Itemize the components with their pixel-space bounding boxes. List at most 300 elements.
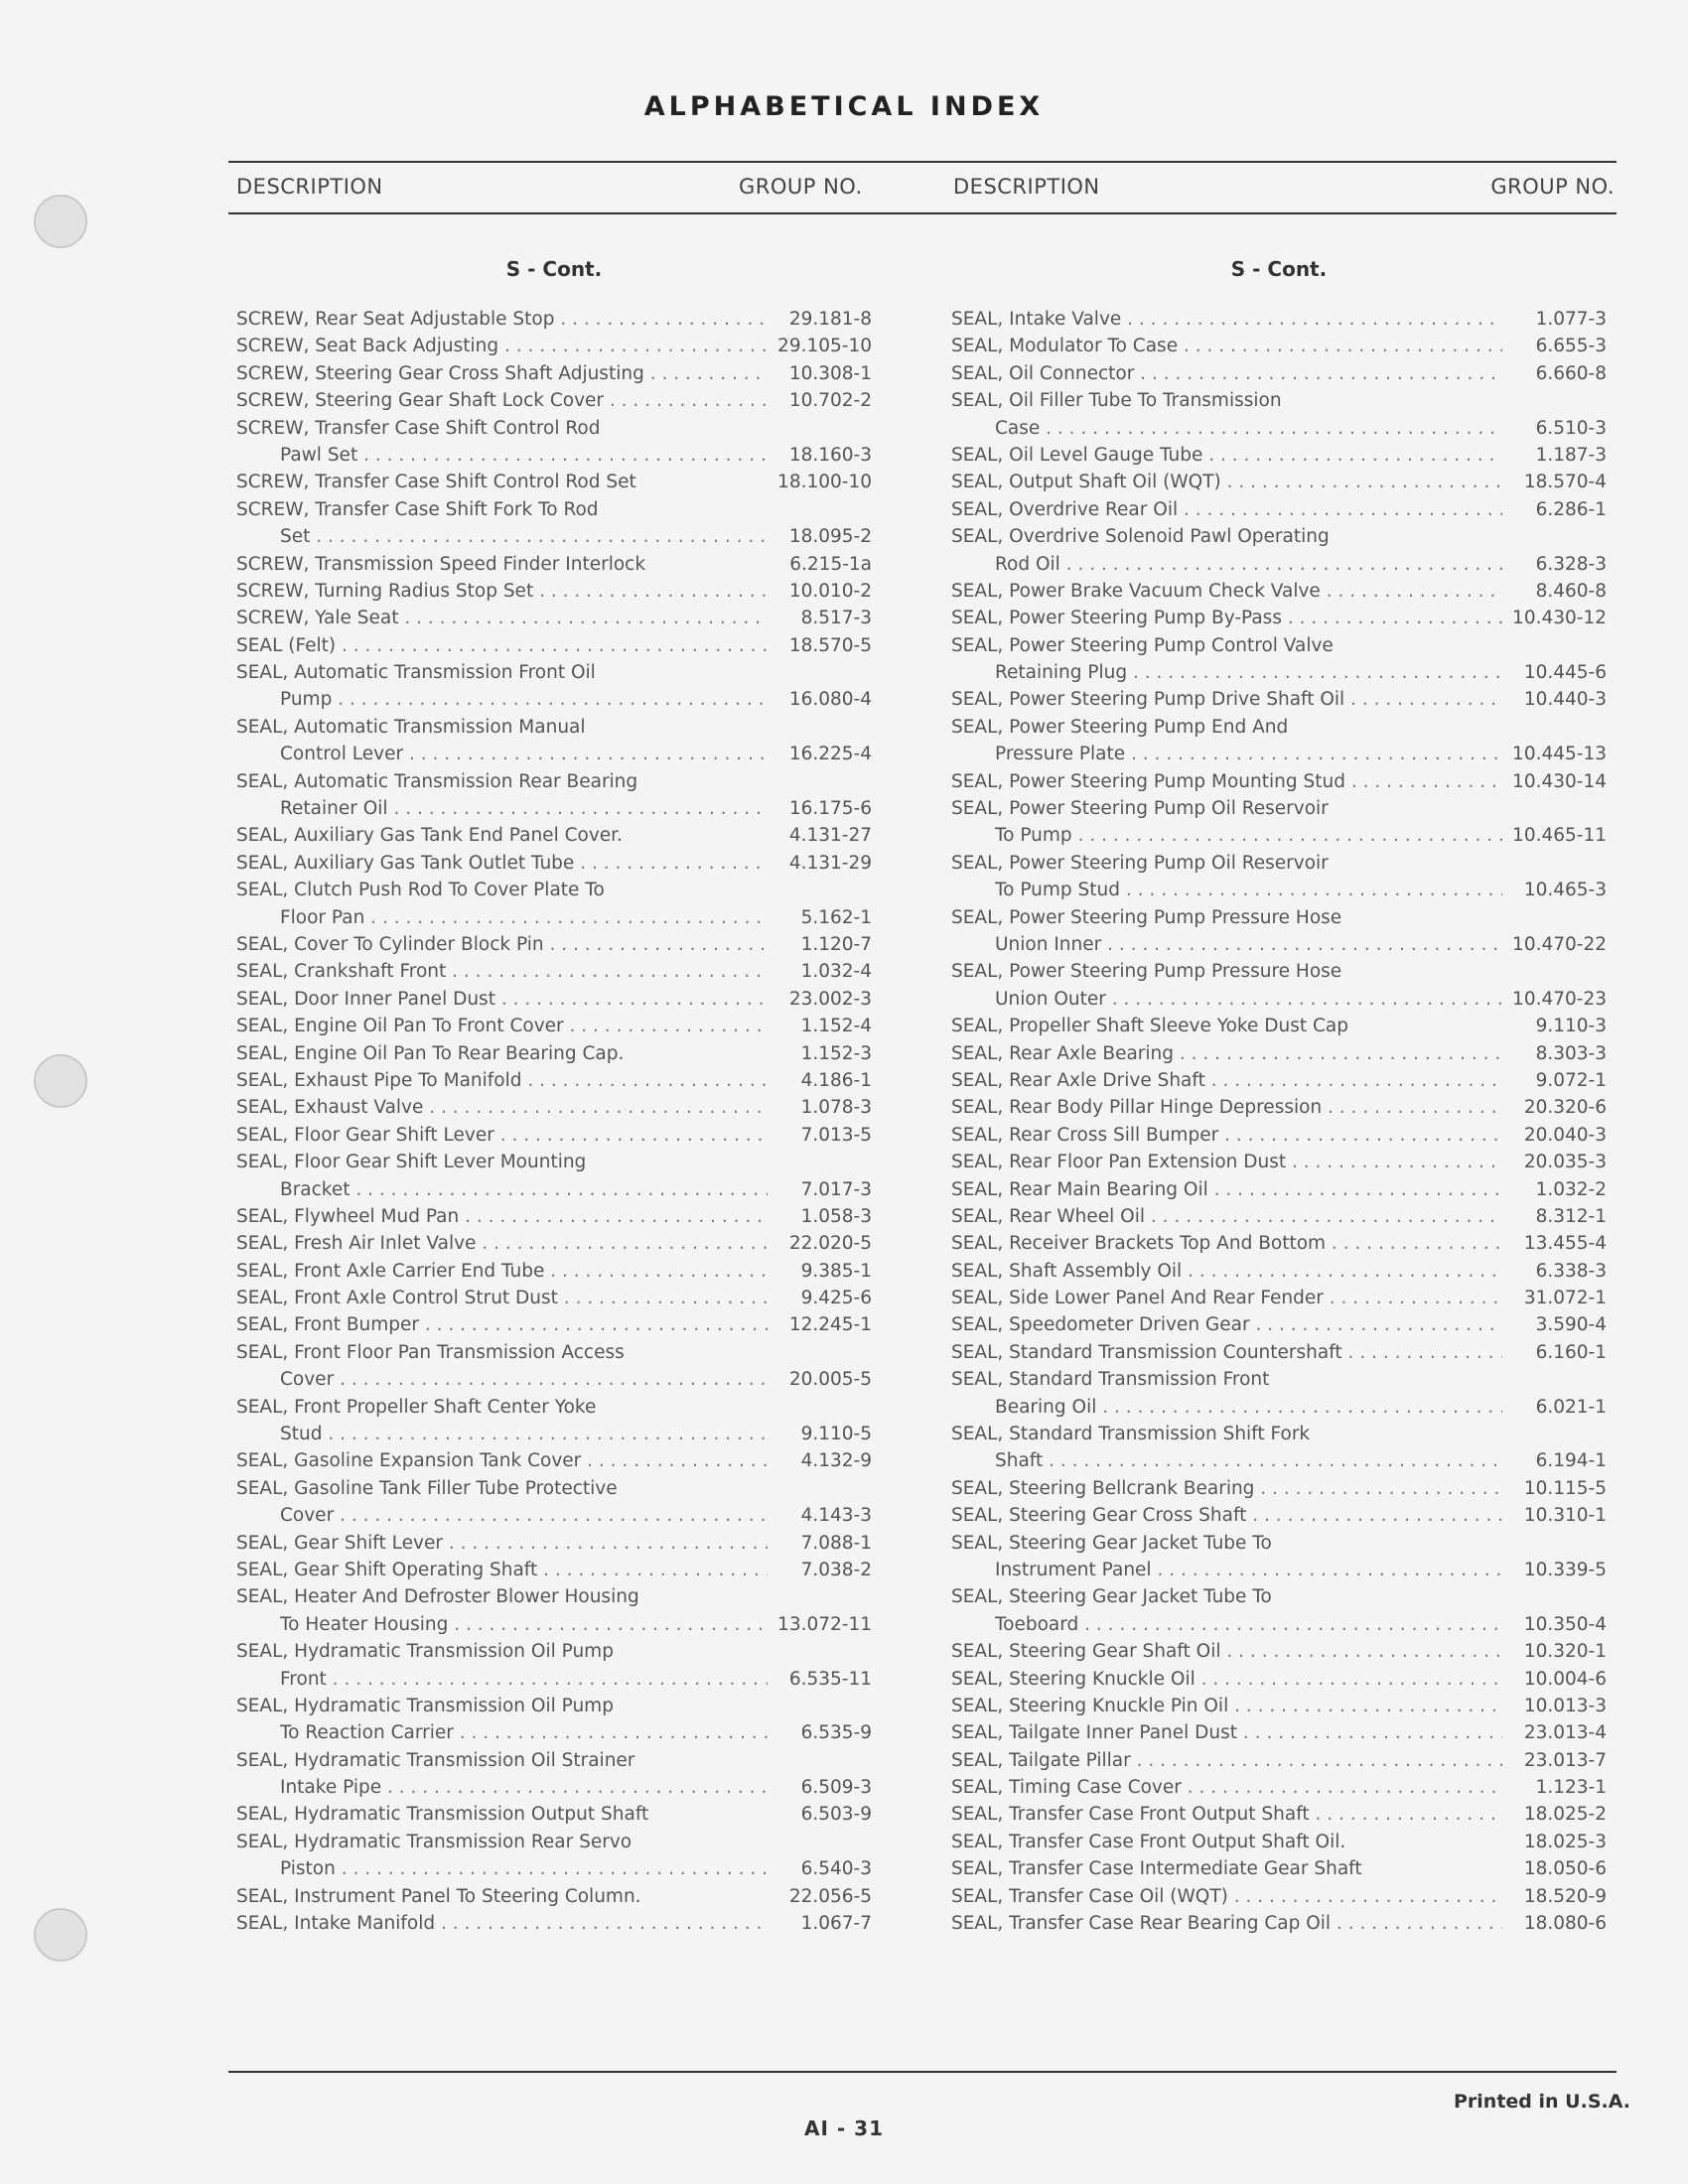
index-entry — [236, 1530, 872, 1557]
entry-description: SEAL, Timing Case Cover . . . — [951, 1774, 1502, 1801]
entry-description: SEAL, Front Axle Carrier End Tube . . . — [236, 1258, 768, 1285]
index-entry — [951, 1666, 1607, 1693]
entry-description: SEAL, Intake Manifold . . . — [236, 1910, 768, 1937]
entry-description: SEAL, Automatic Transmission Front Oil — [236, 662, 596, 684]
index-entry — [951, 1774, 1607, 1801]
index-entry — [951, 1230, 1607, 1257]
entry-group-number: 10.339-5 — [1523, 1559, 1607, 1580]
entry-description: SEAL, Standard Transmission Front — [951, 1369, 1270, 1391]
index-entry — [951, 822, 1607, 849]
entry-description: SEAL, Gear Shift Operating Shaft . . . — [236, 1557, 768, 1583]
index-entry — [951, 1094, 1607, 1121]
index-entry — [236, 741, 872, 767]
header-rule-top — [228, 161, 1617, 163]
index-entry — [236, 1583, 872, 1610]
entry-group-number: 10.430-12 — [1512, 608, 1607, 629]
footer-rule — [228, 2071, 1617, 2073]
entry-group-number: 10.445-6 — [1523, 662, 1607, 684]
index-entry — [951, 306, 1607, 333]
entry-description: SCREW, Yale Seat . . . — [236, 605, 768, 631]
right-index-column — [951, 252, 1607, 1937]
index-entry — [236, 1067, 872, 1094]
entry-description: SEAL, Exhaust Pipe To Manifold . . . — [236, 1067, 768, 1094]
index-entry — [951, 360, 1607, 387]
entry-description: SEAL, Oil Connector . . . — [951, 360, 1502, 387]
entry-group-number: 29.105-10 — [777, 336, 872, 357]
index-entry — [236, 1883, 872, 1910]
index-entry — [951, 904, 1607, 931]
index-entry — [951, 1747, 1607, 1774]
entry-group-number: 3.590-4 — [1535, 1314, 1607, 1336]
entry-description: Instrument Panel . . . — [995, 1557, 1502, 1583]
index-entry — [951, 1285, 1607, 1311]
entry-group-number: 6.503-9 — [800, 1804, 872, 1826]
entry-group-number: 12.245-1 — [788, 1314, 872, 1336]
index-entry — [951, 1366, 1607, 1393]
index-entry — [951, 1557, 1607, 1583]
index-entry — [951, 877, 1607, 903]
index-entry — [951, 1149, 1607, 1175]
index-entry — [236, 904, 872, 931]
entry-description: Case . . . — [995, 415, 1502, 442]
entry-description: SEAL, Intake Valve . . . — [951, 306, 1502, 333]
index-entry — [951, 1855, 1607, 1882]
index-entry — [951, 1203, 1607, 1230]
entry-description: SCREW, Transfer Case Shift Control Rod Set — [236, 472, 636, 493]
entry-description: SEAL, Standard Transmission Shift Fork — [951, 1424, 1311, 1445]
entry-group-number: 4.131-27 — [788, 825, 872, 847]
index-entry — [951, 1122, 1607, 1149]
entry-description: SEAL, Door Inner Panel Dust . . . — [236, 986, 768, 1013]
entry-description: SEAL, Speedometer Driven Gear . . . — [951, 1311, 1502, 1338]
index-entry — [951, 333, 1607, 359]
entry-description: SEAL, Exhaust Valve . . . — [236, 1094, 768, 1121]
index-entry — [951, 1611, 1607, 1638]
entry-group-number: 6.510-3 — [1535, 417, 1607, 439]
entry-description: Bracket . . . — [280, 1176, 768, 1203]
entry-group-number: 6.021-1 — [1535, 1396, 1607, 1418]
entry-description: SEAL, Side Lower Panel And Rear Fender . . . — [951, 1285, 1502, 1311]
entry-group-number: 9.385-1 — [800, 1260, 872, 1282]
entry-description: SEAL, Transfer Case Front Output Shaft . . . — [951, 1801, 1502, 1828]
index-entry — [951, 1829, 1607, 1855]
index-entry — [236, 632, 872, 659]
entry-description: SEAL, Clutch Push Rod To Cover Plate To — [236, 880, 605, 901]
entry-group-number: 16.175-6 — [788, 798, 872, 820]
entry-description: SEAL, Rear Main Bearing Oil . . . — [951, 1176, 1502, 1203]
left-section-heading: S - Cont. — [505, 257, 603, 281]
index-entry — [951, 415, 1607, 442]
printed-in-usa: Printed in U.S.A. — [1454, 2091, 1630, 2113]
entry-description: SCREW, Steering Gear Shaft Lock Cover . . . — [236, 387, 768, 414]
entry-group-number: 1.152-3 — [800, 1042, 872, 1064]
entry-group-number: 1.077-3 — [1535, 309, 1607, 330]
entry-description: SEAL, Crankshaft Front . . . — [236, 958, 768, 985]
index-entry — [236, 1747, 872, 1774]
entry-description: SCREW, Turning Radius Stop Set . . . — [236, 578, 768, 605]
index-entry — [236, 714, 872, 741]
index-entry — [951, 1394, 1607, 1421]
entry-description: SCREW, Rear Seat Adjustable Stop . . . — [236, 306, 768, 333]
entry-group-number: 6.286-1 — [1535, 498, 1607, 520]
entry-description: SEAL, Rear Body Pillar Hinge Depression . . . — [951, 1094, 1502, 1121]
entry-group-number: 8.460-8 — [1535, 580, 1607, 602]
index-entry — [236, 1502, 872, 1529]
entry-description: SEAL, Steering Gear Jacket Tube To — [951, 1586, 1272, 1608]
entry-group-number: 6.535-11 — [788, 1668, 872, 1690]
entry-description: SEAL, Shaft Assembly Oil . . . — [951, 1258, 1502, 1285]
index-entry — [236, 1855, 872, 1882]
entry-group-number: 18.100-10 — [777, 472, 872, 493]
entry-description: SEAL, Instrument Panel To Steering Column. — [236, 1885, 641, 1907]
entry-description: SCREW, Transfer Case Shift Control Rod — [236, 417, 601, 439]
entry-group-number: 1.120-7 — [800, 933, 872, 955]
index-entry — [236, 1203, 872, 1230]
index-entry — [236, 1040, 872, 1067]
entry-description: SEAL, Power Steering Pump Control Valve — [951, 634, 1334, 656]
right-description-header: DESCRIPTION — [953, 175, 1100, 199]
entry-group-number: 6.509-3 — [800, 1777, 872, 1799]
entry-description: SEAL, Rear Wheel Oil . . . — [951, 1203, 1502, 1230]
entry-group-number: 18.570-4 — [1523, 472, 1607, 493]
entry-group-number: 7.038-2 — [800, 1559, 872, 1580]
index-entry — [951, 1040, 1607, 1067]
entry-description: SEAL (Felt) . . . — [236, 632, 768, 659]
index-entry — [236, 1366, 872, 1393]
index-entry — [951, 931, 1607, 958]
index-entry — [236, 1394, 872, 1421]
index-entry — [951, 1530, 1607, 1557]
entry-description: Cover . . . — [280, 1502, 768, 1529]
index-entry — [236, 850, 872, 877]
entry-group-number: 18.520-9 — [1523, 1885, 1607, 1907]
entry-description: Stud . . . — [280, 1421, 768, 1447]
index-entry — [236, 958, 872, 985]
index-entry — [236, 496, 872, 523]
index-entry — [951, 659, 1607, 686]
entry-description: Set . . . — [280, 523, 768, 550]
binder-hole-bottom — [34, 1908, 87, 1962]
entry-description: SEAL, Engine Oil Pan To Rear Bearing Cap. — [236, 1042, 625, 1064]
index-entry — [951, 469, 1607, 495]
entry-description: SEAL, Output Shaft Oil (WQT) . . . — [951, 469, 1502, 495]
entry-description: SCREW, Transfer Case Shift Fork To Rod — [236, 498, 599, 520]
entry-group-number: 16.225-4 — [788, 744, 872, 765]
index-entry — [236, 1666, 872, 1693]
index-entry — [236, 1149, 872, 1175]
entry-group-number: 13.072-11 — [777, 1613, 872, 1635]
entry-group-number: 1.152-4 — [800, 1016, 872, 1037]
index-entry — [236, 1258, 872, 1285]
entry-description: SEAL, Gear Shift Lever . . . — [236, 1530, 768, 1557]
entry-group-number: 20.005-5 — [788, 1369, 872, 1391]
right-section-heading: S - Cont. — [1230, 257, 1328, 281]
entry-group-number: 23.013-7 — [1523, 1749, 1607, 1771]
index-entry — [951, 1339, 1607, 1366]
index-entry — [236, 1176, 872, 1203]
index-entry — [951, 1801, 1607, 1828]
entry-description: SEAL, Steering Knuckle Pin Oil . . . — [951, 1693, 1502, 1719]
entry-group-number: 18.095-2 — [788, 526, 872, 548]
entry-group-number: 6.194-1 — [1535, 1450, 1607, 1472]
index-entry — [236, 1774, 872, 1801]
right-group-header: GROUP NO. — [1490, 175, 1615, 199]
entry-group-number: 9.110-5 — [800, 1424, 872, 1445]
entry-description: SEAL, Floor Gear Shift Lever . . . — [236, 1122, 768, 1149]
entry-group-number: 10.702-2 — [788, 390, 872, 412]
page-number: AI - 31 — [804, 2116, 884, 2140]
entry-group-number: 1.032-4 — [800, 961, 872, 983]
entry-group-number: 4.131-29 — [788, 852, 872, 874]
entry-description: Shaft . . . — [995, 1447, 1502, 1474]
entry-description: Toeboard . . . — [995, 1611, 1502, 1638]
index-entry — [236, 306, 872, 333]
index-entry — [951, 1719, 1607, 1746]
entry-description: SEAL, Power Steering Pump Drive Shaft Oil . . . — [951, 686, 1502, 713]
index-entry — [951, 768, 1607, 795]
entry-description: Union Inner . . . — [995, 931, 1502, 958]
entry-group-number: 10.440-3 — [1523, 689, 1607, 711]
entry-description: Front . . . — [280, 1666, 768, 1693]
entry-description: SEAL, Power Steering Pump By-Pass . . . — [951, 605, 1502, 631]
entry-description: SEAL, Front Axle Control Strut Dust . . . — [236, 1285, 768, 1311]
entry-group-number: 29.181-8 — [788, 309, 872, 330]
entry-group-number: 6.160-1 — [1535, 1341, 1607, 1363]
entry-description: SEAL, Power Steering Pump Oil Reservoir — [951, 798, 1329, 820]
entry-group-number: 22.056-5 — [788, 1885, 872, 1907]
entry-group-number: 18.080-6 — [1523, 1913, 1607, 1935]
entry-group-number: 31.072-1 — [1523, 1288, 1607, 1309]
entry-group-number: 6.328-3 — [1535, 553, 1607, 575]
entry-description: SEAL, Power Steering Pump Pressure Hose — [951, 961, 1342, 983]
index-entry — [951, 686, 1607, 713]
index-entry — [236, 1693, 872, 1719]
index-entry — [236, 605, 872, 631]
index-entry — [236, 822, 872, 849]
index-entry — [951, 958, 1607, 985]
index-entry — [951, 1176, 1607, 1203]
entry-group-number: 10.310-1 — [1523, 1505, 1607, 1527]
entry-description: SEAL, Oil Filler Tube To Transmission — [951, 390, 1282, 412]
index-entry — [951, 1910, 1607, 1937]
entry-group-number: 10.010-2 — [788, 580, 872, 602]
entry-group-number: 10.013-3 — [1523, 1695, 1607, 1716]
index-entry — [951, 1447, 1607, 1474]
index-entry — [951, 1693, 1607, 1719]
entry-description: SEAL, Hydramatic Transmission Output Shaft — [236, 1804, 649, 1826]
entry-description: SEAL, Transfer Case Rear Bearing Cap Oil . . . — [951, 1910, 1502, 1937]
entry-group-number: 10.470-23 — [1512, 988, 1607, 1010]
index-entry — [951, 1475, 1607, 1502]
index-entry — [951, 1583, 1607, 1610]
entry-description: SEAL, Rear Cross Sill Bumper . . . — [951, 1122, 1502, 1149]
index-entry — [236, 1557, 872, 1583]
entry-group-number: 9.110-3 — [1535, 1016, 1607, 1037]
entry-description: Retaining Plug . . . — [995, 659, 1502, 686]
binder-hole-top — [34, 195, 87, 248]
entry-description: SEAL, Steering Gear Shaft Oil . . . — [951, 1638, 1502, 1665]
entry-group-number: 18.025-2 — [1523, 1804, 1607, 1826]
entry-description: SEAL, Front Bumper . . . — [236, 1311, 768, 1338]
index-entry — [236, 931, 872, 958]
entry-group-number: 1.187-3 — [1535, 444, 1607, 466]
entry-description: Pump . . . — [280, 686, 768, 713]
entry-group-number: 4.132-9 — [800, 1450, 872, 1472]
right-index-list — [951, 306, 1607, 1937]
index-entry — [236, 659, 872, 686]
entry-group-number: 4.143-3 — [800, 1505, 872, 1527]
index-entry — [236, 986, 872, 1013]
index-entry — [951, 1013, 1607, 1039]
index-entry — [951, 1883, 1607, 1910]
entry-group-number: 22.020-5 — [788, 1233, 872, 1255]
index-entry — [951, 741, 1607, 767]
entry-group-number: 9.425-6 — [800, 1288, 872, 1309]
entry-group-number: 10.004-6 — [1523, 1668, 1607, 1690]
entry-group-number: 16.080-4 — [788, 689, 872, 711]
entry-group-number: 18.025-3 — [1523, 1831, 1607, 1852]
entry-description: SEAL, Overdrive Rear Oil . . . — [951, 496, 1502, 523]
index-entry — [236, 1638, 872, 1665]
page-title: ALPHABETICAL INDEX — [643, 91, 1045, 122]
entry-description: SEAL, Standard Transmission Countershaft . . . — [951, 1339, 1502, 1366]
index-entry — [951, 632, 1607, 659]
entry-group-number: 1.078-3 — [800, 1097, 872, 1119]
entry-description: SEAL, Floor Gear Shift Lever Mounting — [236, 1152, 587, 1173]
index-entry — [236, 387, 872, 414]
entry-description: SEAL, Hydramatic Transmission Oil Strainer — [236, 1749, 635, 1771]
entry-group-number: 20.320-6 — [1523, 1097, 1607, 1119]
entry-group-number: 10.115-5 — [1523, 1477, 1607, 1499]
index-entry — [236, 551, 872, 578]
entry-description: SEAL, Rear Axle Drive Shaft . . . — [951, 1067, 1502, 1094]
left-description-header: DESCRIPTION — [236, 175, 383, 199]
entry-group-number: 10.350-4 — [1523, 1613, 1607, 1635]
index-entry — [236, 877, 872, 903]
index-entry — [236, 1230, 872, 1257]
index-entry — [951, 850, 1607, 877]
entry-description: SEAL, Modulator To Case . . . — [951, 333, 1502, 359]
entry-group-number: 4.186-1 — [800, 1069, 872, 1091]
entry-description: SEAL, Tailgate Inner Panel Dust . . . — [951, 1719, 1502, 1746]
entry-description: SEAL, Heater And Defroster Blower Housing — [236, 1586, 639, 1608]
entry-description: SEAL, Transfer Case Intermediate Gear Shaft — [951, 1858, 1362, 1880]
entry-group-number: 20.035-3 — [1523, 1152, 1607, 1173]
index-entry — [236, 1122, 872, 1149]
entry-description: SEAL, Transfer Case Front Output Shaft Oil. — [951, 1831, 1346, 1852]
index-entry — [236, 686, 872, 713]
entry-group-number: 7.017-3 — [800, 1178, 872, 1200]
entry-group-number: 10.465-3 — [1523, 880, 1607, 901]
entry-group-number: 18.160-3 — [788, 444, 872, 466]
entry-group-number: 8.312-1 — [1535, 1205, 1607, 1227]
entry-description: SEAL, Auxiliary Gas Tank End Panel Cover. — [236, 825, 623, 847]
left-group-header: GROUP NO. — [739, 175, 863, 199]
index-entry — [951, 1638, 1607, 1665]
entry-group-number: 10.465-11 — [1512, 825, 1607, 847]
entry-description: SEAL, Receiver Brackets Top And Bottom . . . — [951, 1230, 1502, 1257]
index-entry — [236, 1611, 872, 1638]
index-entry — [951, 578, 1607, 605]
entry-group-number: 8.303-3 — [1535, 1042, 1607, 1064]
index-entry — [951, 1311, 1607, 1338]
entry-group-number: 6.535-9 — [800, 1722, 872, 1744]
index-entry — [236, 1285, 872, 1311]
entry-description: SEAL, Rear Floor Pan Extension Dust . . . — [951, 1149, 1502, 1175]
entry-group-number: 6.338-3 — [1535, 1260, 1607, 1282]
index-entry — [236, 1910, 872, 1937]
entry-group-number: 5.162-1 — [800, 906, 872, 928]
entry-description: SEAL, Power Steering Pump Oil Reservoir — [951, 852, 1329, 874]
index-entry — [236, 578, 872, 605]
index-entry — [236, 442, 872, 469]
entry-group-number: 20.040-3 — [1523, 1124, 1607, 1146]
entry-description: SEAL, Cover To Cylinder Block Pin . . . — [236, 931, 768, 958]
index-entry — [951, 523, 1607, 550]
entry-description: SEAL, Hydramatic Transmission Oil Pump — [236, 1695, 614, 1716]
entry-description: SEAL, Steering Gear Cross Shaft . . . — [951, 1502, 1502, 1529]
index-entry — [236, 768, 872, 795]
header-rule-bottom — [228, 212, 1617, 214]
entry-description: SEAL, Fresh Air Inlet Valve . . . — [236, 1230, 768, 1257]
entry-group-number: 10.445-13 — [1512, 744, 1607, 765]
index-entry — [236, 1801, 872, 1828]
entry-group-number: 9.072-1 — [1535, 1069, 1607, 1091]
index-entry — [951, 1258, 1607, 1285]
entry-description: SEAL, Front Floor Pan Transmission Access — [236, 1341, 625, 1363]
entry-description: Union Outer . . . — [995, 986, 1502, 1013]
index-entry — [236, 523, 872, 550]
entry-description: Retainer Oil . . . — [280, 795, 768, 822]
entry-description: To Pump . . . — [995, 822, 1502, 849]
entry-description: SEAL, Propeller Shaft Sleeve Yoke Dust Cap — [951, 1016, 1348, 1037]
entry-group-number: 1.067-7 — [800, 1913, 872, 1935]
entry-group-number: 23.002-3 — [788, 988, 872, 1010]
entry-description: SEAL, Power Steering Pump End And — [951, 716, 1289, 738]
entry-description: SEAL, Steering Bellcrank Bearing . . . — [951, 1475, 1502, 1502]
index-entry — [236, 1829, 872, 1855]
binder-hole-middle — [34, 1054, 87, 1108]
index-entry — [951, 442, 1607, 469]
entry-description: SCREW, Transmission Speed Finder Interlock — [236, 553, 646, 575]
index-entry — [236, 1421, 872, 1447]
entry-group-number: 18.050-6 — [1523, 1858, 1607, 1880]
entry-description: SEAL, Power Brake Vacuum Check Valve . . . — [951, 578, 1502, 605]
entry-group-number: 7.013-5 — [800, 1124, 872, 1146]
index-entry — [236, 1447, 872, 1474]
index-entry — [236, 469, 872, 495]
entry-description: Pawl Set . . . — [280, 442, 768, 469]
entry-description: SEAL, Rear Axle Bearing . . . — [951, 1040, 1502, 1067]
entry-group-number: 6.215-1a — [789, 553, 872, 575]
index-entry — [951, 387, 1607, 414]
entry-description: SEAL, Power Steering Pump Pressure Hose — [951, 906, 1342, 928]
entry-description: SEAL, Engine Oil Pan To Front Cover . . . — [236, 1013, 768, 1039]
entry-description: SEAL, Transfer Case Oil (WQT) . . . — [951, 1883, 1502, 1910]
index-entry — [236, 1719, 872, 1746]
index-entry — [951, 1502, 1607, 1529]
left-index-list — [236, 306, 872, 1937]
entry-group-number: 10.470-22 — [1512, 933, 1607, 955]
entry-description: SEAL, Hydramatic Transmission Rear Servo — [236, 1831, 633, 1852]
entry-description: Control Lever . . . — [280, 741, 768, 767]
entry-description: SEAL, Tailgate Pillar . . . — [951, 1747, 1502, 1774]
entry-description: To Heater Housing . . . — [280, 1611, 768, 1638]
index-entry — [236, 1094, 872, 1121]
index-entry — [236, 1339, 872, 1366]
index-entry — [236, 415, 872, 442]
index-entry — [951, 714, 1607, 741]
